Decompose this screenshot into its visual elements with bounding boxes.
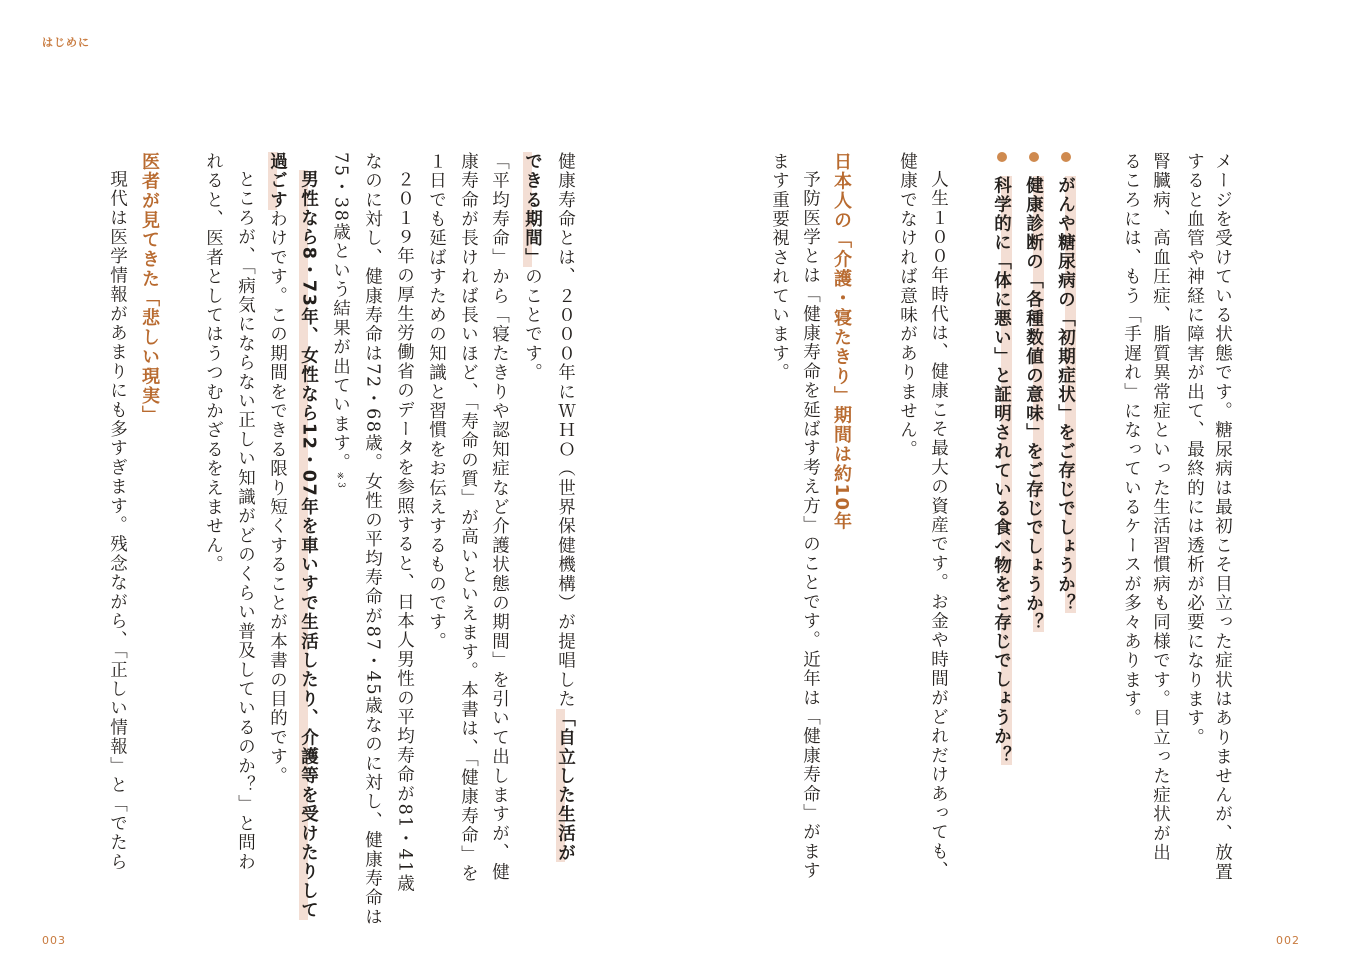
left-text-col-1-a: 健康寿命とは、２０００年にＷＨＯ（世界保健機構）が提唱した <box>555 152 576 709</box>
left-text-col-8 <box>331 152 349 852</box>
bullet-question-2-text: 健康診断の「各種数値の意味」をご存じでしょうか？ <box>1023 175 1044 632</box>
left-text-col-3: 「平均寿命」から「寝たきりや認知症など介護状態の期間」を引いて出しますが、健 <box>489 152 510 882</box>
left-text-col-8-a: 75・38歳という結果が出ています。 <box>330 152 351 473</box>
bullet-question-1 <box>1056 152 1074 852</box>
left-text-col-4: 康寿命が長ければ長いほど、「寿命の質」が高いといえます。本書は、「健康寿命」を <box>458 152 479 884</box>
page-number-left: 003 <box>42 934 66 947</box>
left-text-col-5: １日でも延ばすための知識と習慣をお伝えするものです。 <box>426 152 447 652</box>
bullet-dot-icon <box>1061 152 1071 162</box>
right-text-col-8: ます重要視されています。 <box>769 152 790 383</box>
left-text-col-2 <box>523 152 541 852</box>
running-head: はじめに <box>42 36 90 49</box>
left-text-col-11: ところが、「病気にならない正しい知識がどのくらい普及しているのか？」と問わ <box>235 170 256 872</box>
bullet-question-3 <box>992 152 1010 852</box>
footnote-marker: ※3 <box>335 472 346 488</box>
bullet-dot-icon <box>1029 152 1039 162</box>
bullet-dot-icon <box>997 152 1007 162</box>
right-text-col-3: 腎臓病、高血圧症、脂質異常症といった生活習慣病も同様です。目立った症状が出 <box>1150 152 1171 863</box>
left-text-col-1 <box>555 152 576 863</box>
right-text-col-7: 予防医学とは「健康寿命を延ばす考え方」のことです。近年は「健康寿命」がます <box>800 170 821 881</box>
left-text-col-6: ２０１９年の厚生労働省のデータを参照すると、日本人男性の平均寿命が81・41歳 <box>394 170 415 894</box>
left-text-col-1-bold: 「自立した生活が <box>555 708 576 863</box>
left-text-col-9 <box>298 170 319 920</box>
left-text-col-10-a: わけです。この期間をできる限り短くすることが本書の目的です。 <box>267 209 288 786</box>
right-text-col-6: 健康でなければ意味がありません。 <box>897 152 918 460</box>
bullet-question-1-text: がんや糖尿病の「初期症状」をご存じでしょうか？ <box>1055 175 1076 613</box>
right-text-col-5: 人生１００年時代は、健康こそ最大の資産です。お金や時間がどれだけあっても、 <box>928 170 949 881</box>
right-text-col-2: すると血管や神経に障害が出て、最終的には透析が必要になります。 <box>1184 152 1205 748</box>
left-text-col-10-bold: 過ごす <box>267 152 288 210</box>
right-text-col-1: メージを受けている状態です。糖尿病は最初こそ目立った症状はありませんが、放置 <box>1212 152 1233 882</box>
bullet-question-3-text: 科学的に「体に悪い」と証明されている食べ物をご存じでしょうか？ <box>991 175 1012 765</box>
left-text-col-13: 現代は医学情報があまりにも多すぎます。残念ながら、「正しい情報」と「でたら <box>107 170 128 872</box>
left-text-col-10 <box>268 152 286 852</box>
left-text-col-9-bold: 男性なら8・73年、女性なら12・07年を車いすで生活したり、介護等を受けたりして <box>298 170 319 920</box>
section-heading-genjitsu: 医者が見てきた「悲しい現実」 <box>139 152 160 425</box>
bullet-question-2 <box>1024 152 1042 852</box>
left-text-col-7: なのに対し、健康寿命は72・68歳。女性の平均寿命が87・45歳なのに対し、健康寿命は <box>362 152 383 927</box>
left-text-col-2-bold: できる期間」 <box>522 152 543 268</box>
page-number-right: 002 <box>1276 934 1300 947</box>
right-text-col-4: るころには、もう「手遅れ」になっているケースが多々あります。 <box>1121 152 1142 728</box>
left-text-col-12: れると、医者としてはうつむかざるをえません。 <box>203 152 224 575</box>
left-text-col-2-a: のことです。 <box>522 267 543 383</box>
section-heading-kaigo: 日本人の「介護・寝たきり」期間は約10年 <box>831 152 852 532</box>
